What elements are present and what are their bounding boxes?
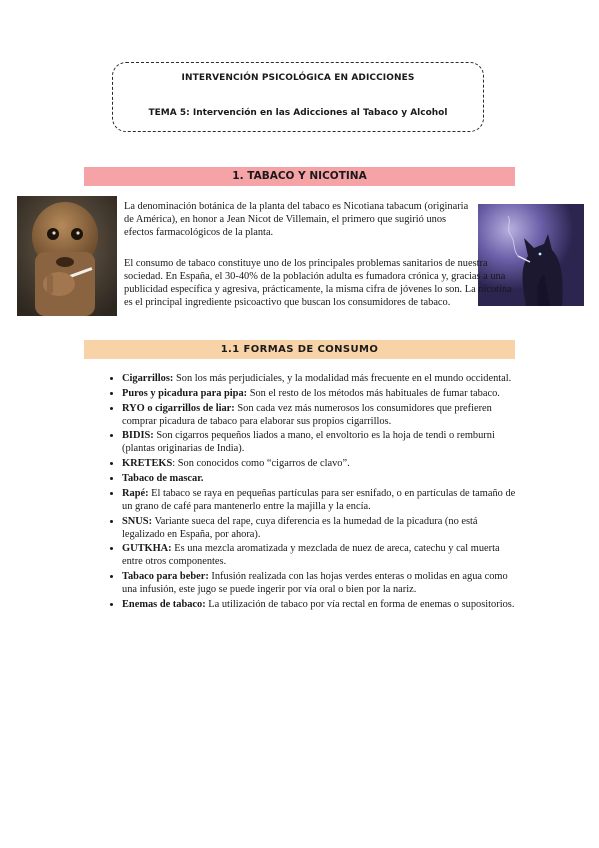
- list-item-text: Son cada vez más numerosos los consumidores que prefieren comprar picadura de tabaco para elaborar sus propios cigarrillos.: [122, 402, 492, 427]
- list-item-term: BIDIS:: [122, 430, 154, 442]
- list-item-term: Rapé:: [122, 487, 149, 499]
- list-item: [122, 457, 516, 470]
- section-heading-tabaco: 1. TABACO Y NICOTINA: [84, 167, 515, 186]
- list-item-text: Variante sueca del rape, cuya diferencia es la humedad de la picadura (no está legalizado en España, por ahora).: [122, 515, 478, 540]
- list-item-text: Son cigarros pequeños liados a mano, el envoltorio es la hoja de tendi o remburni (plantas originarias de India).: [122, 430, 495, 455]
- consumption-forms-list: [84, 372, 516, 613]
- list-item: [122, 515, 516, 541]
- list-item-term: Cigarrillos:: [122, 373, 174, 384]
- list-item: [122, 487, 516, 513]
- list-item-term: Tabaco de mascar.: [122, 472, 204, 484]
- document-subtitle: TEMA 5: Intervención en las Adicciones al Tabaco y Alcohol: [148, 108, 448, 118]
- list-item-text: Son los más perjudiciales, y la modalidad más frecuente en el mundo occidental.: [173, 373, 512, 384]
- list-item-text: Infusión realizada con las hojas verdes enteras o molidas en agua como una infusión, este jugo se puede ingerir por vía oral o bien por la nariz.: [122, 571, 508, 596]
- list-item-text: La utilización de tabaco por vía rectal en forma de enemas o supositorios.: [205, 598, 515, 610]
- list-item-term: Enemas de tabaco:: [122, 598, 206, 610]
- list-item: [122, 542, 516, 568]
- section-heading-formas-consumo: 1.1 FORMAS DE CONSUMO: [84, 340, 515, 359]
- list-item-term: SNUS:: [122, 515, 153, 527]
- list-item: [122, 472, 516, 485]
- list-item: [122, 429, 516, 455]
- list-item-term: Tabaco para beber:: [122, 571, 209, 583]
- list-item: [122, 598, 516, 611]
- list-item: [122, 402, 516, 428]
- document-title: INTERVENCIÓN PSICOLÓGICA EN ADICCIONES: [181, 73, 415, 83]
- list-item: [122, 372, 516, 385]
- list-item: [122, 570, 516, 596]
- list-item-text: El tabaco se raya en pequeñas partículas para ser esnifado, o en partículas de tamaño de un grano de café para mantenerlo entre la majilla y la encía.: [122, 487, 516, 512]
- list-item-text: Son el resto de los métodos más habituales de fumar tabaco.: [247, 387, 500, 399]
- list-item-text: : Son conocidos como “cigarros de clavo”.: [172, 458, 350, 470]
- list-item-term: Puros y picadura para pipa:: [122, 387, 248, 399]
- paragraph-botanical-name: La denominación botánica de la planta del tabaco es Nicotiana tabacum (originaria de América), en honor a Jean Nicot de Villemain, el primero que sugirió unos efectos farmacológicos de la planta.: [124, 201, 469, 238]
- list-item-term: RYO o cigarrillos de liar:: [122, 402, 235, 414]
- list-item-text: Es una mezcla aromatizada y mezclada de nuez de areca, catechu y cal muerta entre otros componentes.: [122, 543, 500, 568]
- list-item: [122, 387, 516, 400]
- list-item-term: GUTKHA:: [122, 543, 172, 555]
- list-item-term: KRETEKS: [122, 458, 173, 470]
- paragraph-tobacco-consumption: El consumo de tabaco constituye uno de los principales problemas sanitarios de nuestra sociedad. En España, el 30-40% de la población adulta es fumadora crónica y, gracias a una publicidad específica y agresiva, prácticamente, la misma cifra de jóvenes lo son. La nicotina es el principal ingrediente psicoactivo que buscan los consumidores de tabaco.: [124, 258, 512, 308]
- title-box: [112, 62, 484, 132]
- smoking-figure-image: [17, 196, 117, 316]
